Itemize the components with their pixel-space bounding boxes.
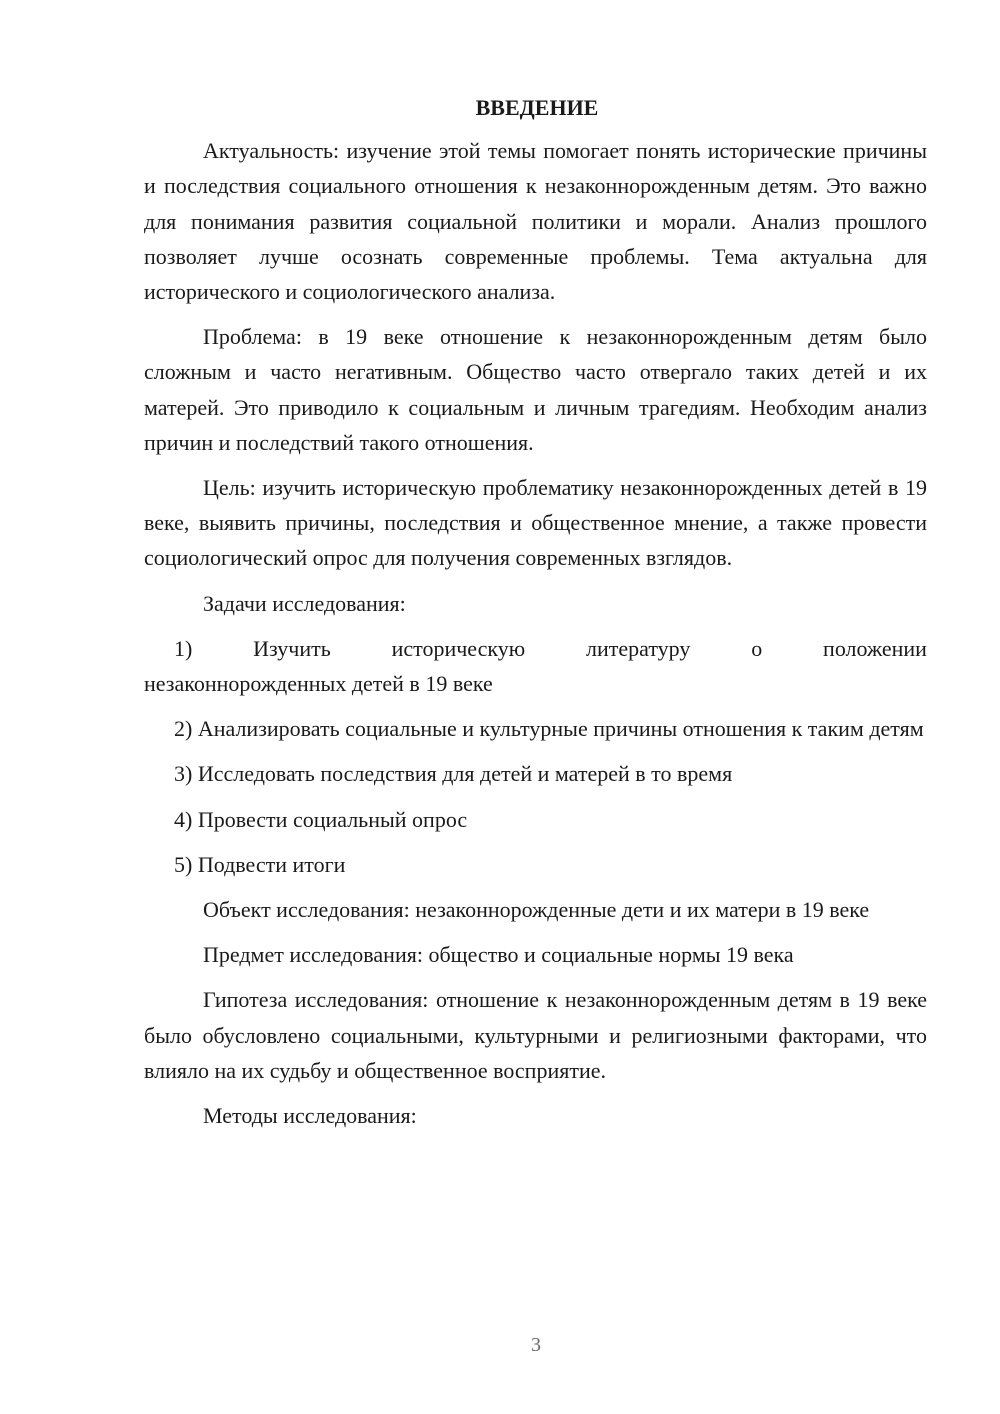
task-item-1-second-line: незаконнорожденных детей в 19 веке xyxy=(144,671,493,697)
task-1-word: о xyxy=(751,635,763,661)
section-title: ВВЕДЕНИЕ xyxy=(475,95,599,120)
task-item-4: 4) Провести социальный опрос xyxy=(174,806,468,832)
task-1-word: 1) xyxy=(174,635,193,661)
task-1-word: литературу xyxy=(586,635,691,661)
task-1-word: историческую xyxy=(391,635,526,661)
task-item-5: 5) Подвести итоги xyxy=(174,851,346,877)
task-item-1-first-line xyxy=(144,631,927,666)
subject-paragraph: Предмет исследования: общество и социальные нормы 19 века xyxy=(203,942,794,968)
task-item-1 xyxy=(144,631,927,701)
task-1-word: положении xyxy=(823,635,927,661)
object-paragraph: Объект исследования: незаконнорожденные дети и их матери в 19 веке xyxy=(203,897,870,923)
tasks-heading: Задачи исследования: xyxy=(203,590,406,616)
task-item-3: 3) Исследовать последствия для детей и матерей в то время xyxy=(174,761,733,787)
relevance-paragraph: Актуальность: изучение этой темы помогает понять исторические причины и последствия социального отношения к незаконнорожденным детям. Это важно для понимания развития социальной политики и морали. Анализ прошлого позволяет лучше осознать современные проблемы. Тема актуальна для исторического и социологического анализа. xyxy=(144,138,927,305)
goal-paragraph: Цель: изучить историческую проблематику незаконнорожденных детей в 19 веке, выявить причины, последствия и общественное мнение, а также провести социологический опрос для получения современных взглядов. xyxy=(144,475,927,571)
page-number: 3 xyxy=(531,1334,541,1356)
task-1-word: Изучить xyxy=(253,635,331,661)
problem-paragraph: Проблема: в 19 веке отношение к незаконнорожденным детям было сложным и часто негативным. Общество часто отвергало таких детей и их матерей. Это приводило к социальным и личным трагедиям. Необходим анализ причин и последствий такого отношения. xyxy=(144,324,927,455)
task-item-2: 2) Анализировать социальные и культурные причины отношения к таким детям xyxy=(174,716,924,742)
document-page xyxy=(144,90,927,1143)
methods-heading: Методы исследования: xyxy=(203,1103,417,1129)
hypothesis-paragraph: Гипотеза исследования: отношение к незаконнорожденным детям в 19 веке было обусловлено социальными, культурными и религиозными факторами, что влияло на их судьбу и общественное восприятие. xyxy=(144,987,927,1083)
